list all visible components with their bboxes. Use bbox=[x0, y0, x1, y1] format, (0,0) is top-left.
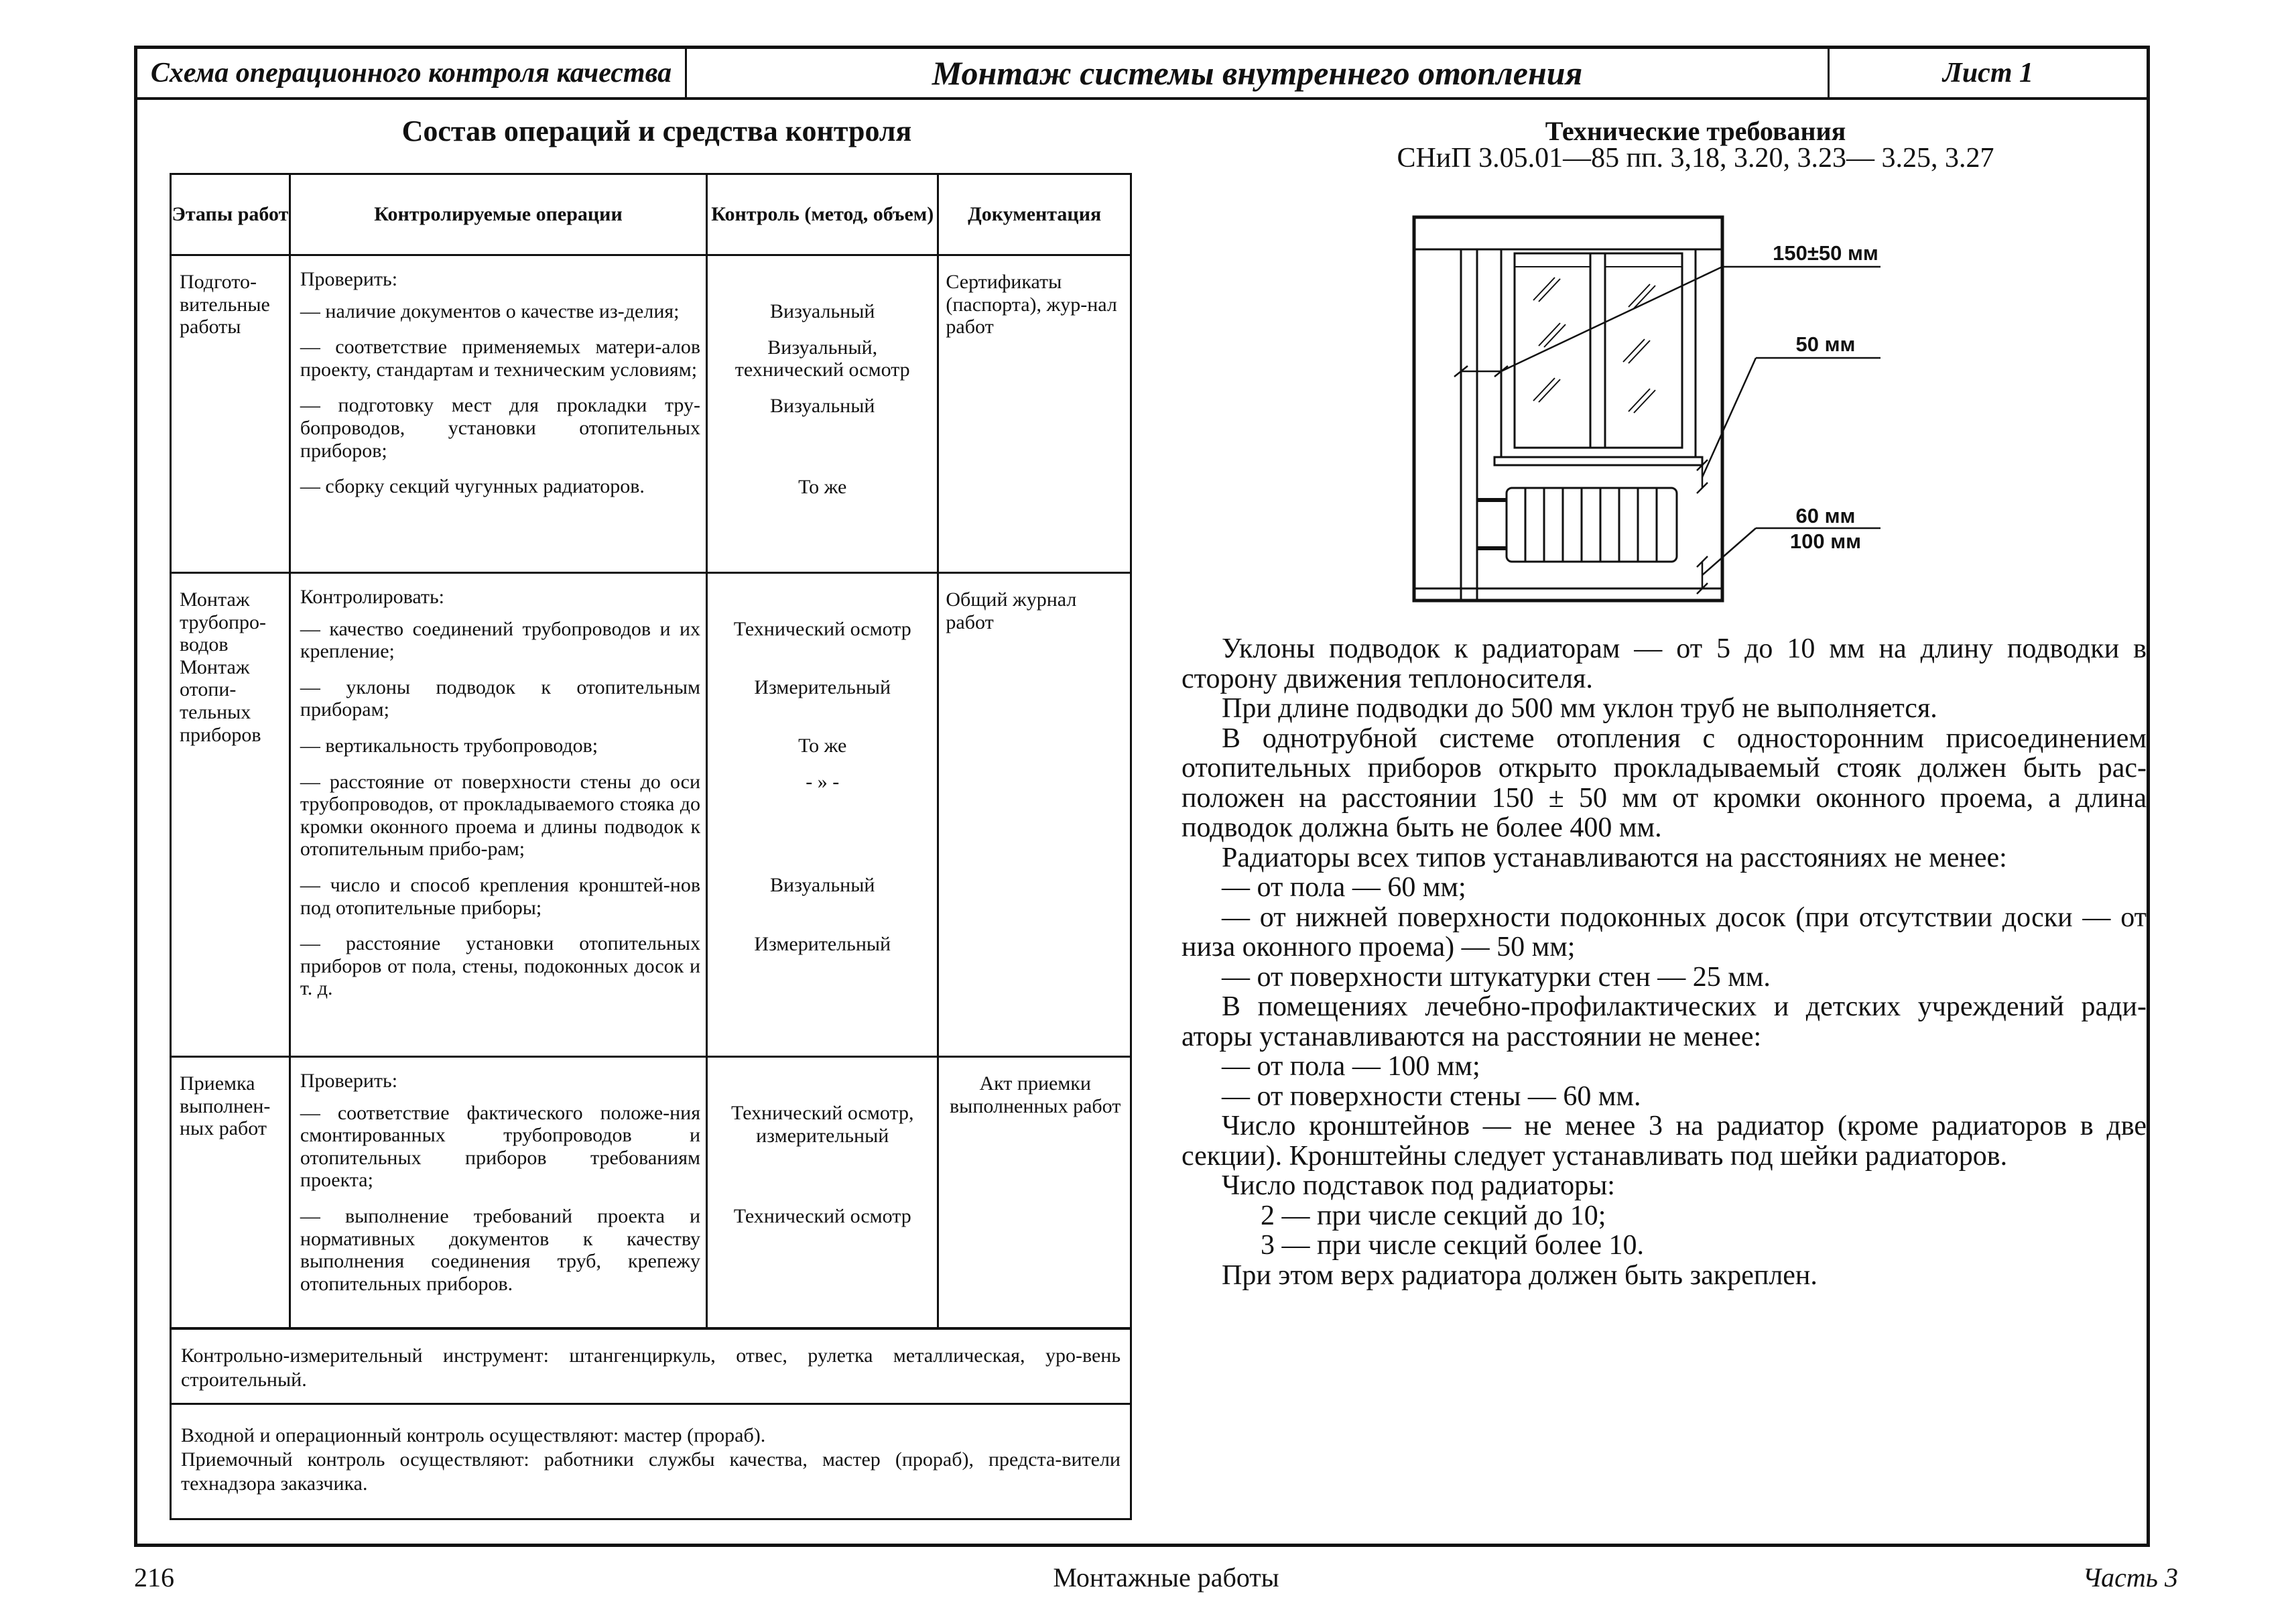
operation-item: — соответствие применяемых матери-алов проекту, стандартам и техническим условиям; bbox=[300, 336, 701, 381]
operations-table bbox=[170, 173, 1132, 1330]
requirement-paragraph: — от поверхности штукатурки стен — 25 мм. bbox=[1222, 961, 1771, 993]
header-scheme-label: Схема операционного контроля качества bbox=[137, 49, 687, 97]
operations-intro: Проверить: bbox=[300, 1070, 398, 1092]
requirement-paragraph: Радиаторы всех типов устанавливаются на расстояниях не менее: bbox=[1222, 842, 2007, 873]
responsible-line-1: Входной и операционный контроль осуществляют: мастер (прораб). bbox=[181, 1424, 766, 1446]
column-header-stage: Этапы работ bbox=[171, 174, 290, 255]
table-row bbox=[171, 255, 1131, 573]
control-method: Измерительный bbox=[754, 676, 891, 699]
requirement-paragraph: — от нижней поверхности подоконных досок (при отсутствии доски — от низа оконного проема) — 50 мм; bbox=[1182, 901, 2147, 962]
requirement-paragraph: — от пола — 100 мм; bbox=[1222, 1051, 1480, 1082]
control-method: Визуальный bbox=[770, 300, 875, 322]
stage-cell: Подгото-вительные работы bbox=[171, 255, 290, 573]
table-header-row bbox=[171, 174, 1131, 255]
control-method: Измерительный bbox=[754, 932, 891, 955]
operation-item: — расстояние установки отопительных приборов от пола, стены, подоконных досок и т. д. bbox=[300, 932, 701, 1000]
documentation-cell: Общий журнал работ bbox=[938, 573, 1131, 1057]
control-method: - » - bbox=[806, 770, 840, 793]
requirements-reference: СНиП 3.05.01—85 пп. 3,18, 3.20, 3.23— 3.25, 3.27 bbox=[1397, 143, 1994, 174]
operations-intro: Контролировать: bbox=[300, 586, 445, 608]
window-inner bbox=[1515, 253, 1682, 448]
documentation-cell: Сертификаты (паспорта), жур-нал работ bbox=[938, 255, 1131, 573]
header-bar bbox=[137, 49, 2147, 100]
operation-item: — выполнение требований проекта и нормативных документов к качеству выполнения соединения труб, крепежу отопительных приборов. bbox=[300, 1204, 701, 1295]
control-method: Технический осмотр bbox=[733, 1205, 911, 1228]
requirement-paragraph: 2 — при числе секций до 10; bbox=[1261, 1200, 1606, 1231]
requirement-paragraph: При этом верх радиатора должен быть закреплен. bbox=[1222, 1259, 1817, 1291]
page-number: 216 bbox=[134, 1562, 174, 1593]
operation-item: — наличие документов о качестве из-делия; bbox=[300, 300, 680, 322]
header-title: Монтаж системы внутреннего отопления bbox=[687, 49, 1830, 97]
requirement-paragraph: В помещениях лечебно-профилактических и детских учреждений ради-аторы устанавливаются на расстоянии не менее: bbox=[1182, 991, 2147, 1052]
operations-cell bbox=[290, 573, 706, 1057]
operations-title: Состав операций и средства контроля bbox=[401, 115, 912, 147]
documentation-cell: Акт приемки выполненных работ bbox=[938, 1057, 1131, 1329]
control-cell bbox=[707, 255, 938, 573]
operation-item: — подготовку мест для прокладки тру-бопроводов, установки отопительных приборов; bbox=[300, 394, 701, 462]
operations-intro: Проверить: bbox=[300, 268, 398, 290]
requirement-paragraph: — от пола — 60 мм; bbox=[1222, 872, 1466, 903]
operation-item: — качество соединений трубопроводов и их крепление; bbox=[300, 617, 701, 663]
responsible-note bbox=[170, 1405, 1132, 1520]
table-row bbox=[171, 1057, 1131, 1329]
operations-body bbox=[171, 255, 1131, 1329]
operation-item: — число и способ крепления кронштей-нов под отопительные приборы; bbox=[300, 873, 701, 919]
control-cell bbox=[707, 1057, 938, 1329]
dim-label-1: 150±50 мм bbox=[1773, 241, 1878, 265]
requirement-paragraph: Число подставок под радиаторы: bbox=[1222, 1170, 1615, 1201]
operation-item: — соответствие фактического положе-ния смонтированных трубопроводов и отопительных приборов требованиям проекта; bbox=[300, 1101, 701, 1192]
footer-section: Монтажные работы bbox=[1053, 1562, 1279, 1593]
stage-cell: Приемка выполнен-ных работ bbox=[171, 1057, 290, 1329]
control-method: Визуальный bbox=[770, 394, 875, 417]
table-row bbox=[171, 573, 1131, 1057]
header-sheet: Лист 1 bbox=[1943, 58, 2033, 88]
control-method: Визуальный bbox=[770, 874, 875, 897]
footer-part: Часть 3 bbox=[2082, 1562, 2178, 1593]
operation-item: — вертикальность трубопроводов; bbox=[300, 734, 598, 757]
control-cell bbox=[707, 573, 938, 1057]
radiator-installation-diagram bbox=[1407, 213, 1897, 606]
window-sill bbox=[1494, 457, 1702, 465]
requirement-paragraph: 3 — при числе секций более 10. bbox=[1261, 1230, 1644, 1261]
stage-cell: Монтаж трубопро-водов Монтаж отопи-тельных приборов bbox=[171, 573, 290, 1057]
tools-note: Контрольно-измерительный инструмент: штангенциркуль, отвес, рулетка металлическая, уро-вень строительный. bbox=[170, 1327, 1132, 1405]
glass-hatch bbox=[1533, 277, 1655, 413]
requirement-paragraph: При длине подводки до 500 мм уклон труб не выполняется. bbox=[1222, 693, 1937, 724]
requirement-paragraph: В однотрубной системе отопления с односторонним присоединением отопительных приборов открыто прокладываемый стояк должен быть рас-положен на расстоянии 150 ± 50 мм от кромки оконного проема, а длина подводок должна быть не более 400 мм. bbox=[1182, 723, 2147, 843]
operation-item: — уклоны подводок к отопительным приборам; bbox=[300, 676, 701, 721]
operations-cell bbox=[290, 255, 706, 573]
requirement-paragraph: — от поверхности стены — 60 мм. bbox=[1222, 1080, 1641, 1112]
control-method: Визуальный, технический осмотр bbox=[735, 336, 910, 381]
operation-item: — расстояние от поверхности стены до оси трубопроводов, от прокладываемого стояка до кромки оконного проема и длины подводок к отопительным прибо-рам; bbox=[300, 770, 701, 861]
window-frame bbox=[1501, 249, 1696, 457]
control-spacer bbox=[712, 586, 933, 618]
column-header-docs: Документация bbox=[938, 174, 1131, 255]
control-method: Технический осмотр, измерительный bbox=[730, 1102, 914, 1147]
control-method: То же bbox=[798, 475, 847, 498]
operation-item: — сборку секций чугунных радиаторов. bbox=[300, 475, 645, 498]
dim-label-4: 100 мм bbox=[1789, 529, 1862, 553]
requirements-body bbox=[1182, 634, 2147, 1290]
control-spacer bbox=[712, 268, 933, 300]
radiator bbox=[1507, 488, 1677, 562]
control-spacer bbox=[712, 1070, 933, 1102]
column-header-control: Контроль (метод, объем) bbox=[707, 174, 938, 255]
requirement-paragraph: Уклоны подводок к радиаторам — от 5 до 10 мм на длину подводки в сторону движения теплоносителя. bbox=[1182, 633, 2147, 694]
operations-cell bbox=[290, 1057, 706, 1329]
requirements-title: Технические требования bbox=[1545, 116, 1846, 146]
column-header-operations: Контролируемые операции bbox=[290, 174, 706, 255]
dim-label-2: 50 мм bbox=[1795, 332, 1856, 356]
control-method: Технический осмотр bbox=[733, 618, 911, 640]
dim-label-3: 60 мм bbox=[1795, 504, 1856, 527]
responsible-line-2: Приемочный контроль осуществляют: работники службы качества, мастер (прораб), предста-вители технадзора заказчика. bbox=[181, 1448, 1121, 1495]
control-method: То же bbox=[798, 735, 847, 757]
requirement-paragraph: Число кронштейнов — не менее 3 на радиатор (кроме радиаторов в две секции). Кронштейны следует устанавливать под шейки радиаторов. bbox=[1182, 1111, 2147, 1172]
